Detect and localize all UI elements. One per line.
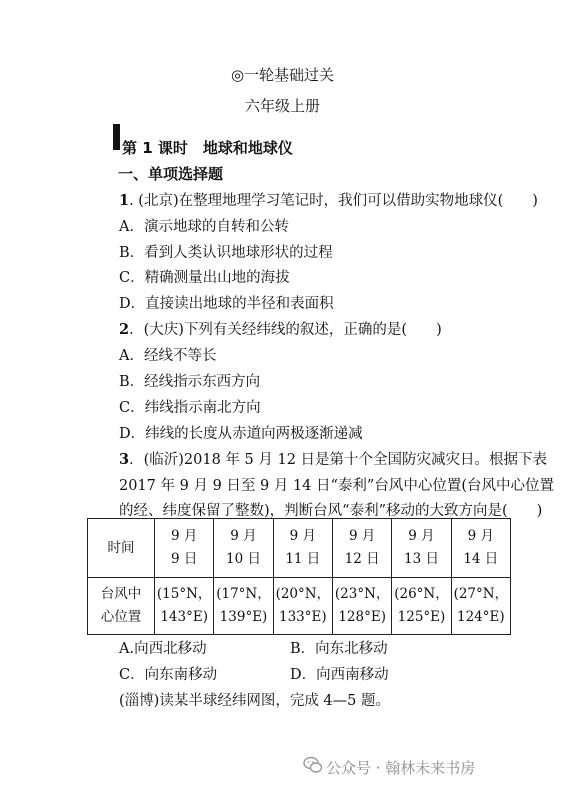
questions-4-5-intro: (淄博)读某半球经纬网图，完成 4—5 题。 [119,693,390,709]
table-cell [155,578,214,635]
question-number: 3 [119,451,130,468]
table-cell-text: 139°E) [219,609,268,625]
table-cell-text: 11 日 [285,551,321,567]
table-cell-text: (23°N， [334,586,390,602]
table-cell [273,519,332,578]
table-cell-text: 133°E) [279,609,327,625]
wechat-icon [303,756,323,774]
table-cell-text: 9 月 [289,528,317,544]
table-cell-text: 128°E) [338,609,386,625]
table-cell-text: 143°E) [160,609,208,625]
q3-option-c: C．向东南移动 [119,667,218,683]
question-3-line-3: 的经、纬度保留了整数)，判断台风“泰利”移动的大致方向是( ) [119,503,543,519]
table-cell-text: 9 月 [467,528,495,544]
page-title: ◎一轮基础过关 [230,66,335,84]
question-1 [119,189,538,210]
q1-option-d: D．直接读出地球的半径和表面积 [119,296,334,312]
table-cell [332,519,391,578]
table-row [88,519,511,578]
table-cell-text: (15°N， [156,586,212,602]
table-row [88,578,511,635]
q1-option-c: C．精确测量出山地的海拔 [119,270,290,286]
question-number: 2 [119,321,130,338]
table-cell-text: 14 日 [463,551,499,567]
q2-option-c: C．纬线指示南北方向 [119,400,261,416]
table-cell-text: 台风中 [100,586,142,602]
table-cell-text: 125°E) [397,609,446,625]
table-cell [155,519,214,578]
question-text: ．(大庆)下列有关经纬线的叙述，正确的是( ) [129,322,442,338]
q2-option-d: D．纬线的长度从赤道向两极逐渐递减 [119,426,363,442]
question-2 [119,318,442,339]
table-cell [332,578,391,635]
table-cell [273,578,332,635]
table-cell-text: 9 月 [230,528,257,544]
table-cell-text: 12 日 [344,551,380,567]
table-cell [214,519,273,578]
table-cell-text: (20°N， [275,586,331,602]
table-cell-text: 心位置 [100,609,142,625]
table-cell-text: (17°N， [216,586,271,602]
section-title: 一、单项选择题 [118,165,224,183]
q1-option-a: A．演示地球的自转和公转 [119,219,289,235]
question-number: 1 [119,192,130,209]
question-3 [119,448,547,469]
table-cell-text: 9 日 [170,551,198,567]
lesson-marker-bar [113,124,120,150]
page-subtitle: 六年级上册 [244,97,320,115]
question-3-line-2: 2017 年 9 月 9 日至 9 月 14 日“泰利”台风中心位置(台风中心位置 [119,478,554,494]
table-cell [451,519,510,578]
lesson-title: 第 1 课时 地球和地球仪 [122,139,293,157]
typhoon-position-table [87,518,511,635]
table-cell-text: (27°N， [453,586,509,602]
q3-option-d: D．向西南移动 [290,667,389,683]
q1-option-b: B．看到人类认识地球形状的过程 [119,245,333,261]
q2-option-a: A．经线不等长 [119,348,217,364]
table-cell-text: 10 日 [226,551,261,567]
table-cell [392,519,451,578]
watermark-text: 公众号 · 翰林未来书房 [326,759,476,777]
table-cell [451,578,510,635]
table-cell [214,578,273,635]
q3-option-b: B．向东北移动 [290,641,388,657]
table-cell-text: 124°E) [457,609,505,625]
table-cell-text: 9 月 [348,528,376,544]
table-cell-text: 13 日 [403,551,439,567]
table-cell-text: 9 月 [170,528,198,544]
q2-option-b: B．经线指示东西方向 [119,374,261,390]
table-row-header [88,578,155,635]
question-text: . (北京)在整理地理学习笔记时，我们可以借助实物地球仪( ) [129,193,538,209]
table-cell-text: (26°N， [394,586,449,602]
q3-option-a: A.向西北移动 [119,641,207,657]
table-cell-text: 时间 [107,539,135,556]
table-cell-text: 9 月 [408,528,435,544]
table-cell [392,578,451,635]
question-text: ．(临沂)2018 年 5 月 12 日是第十个全国防灾减灾日。根据下表 [129,452,548,468]
table-row-header [88,519,155,578]
